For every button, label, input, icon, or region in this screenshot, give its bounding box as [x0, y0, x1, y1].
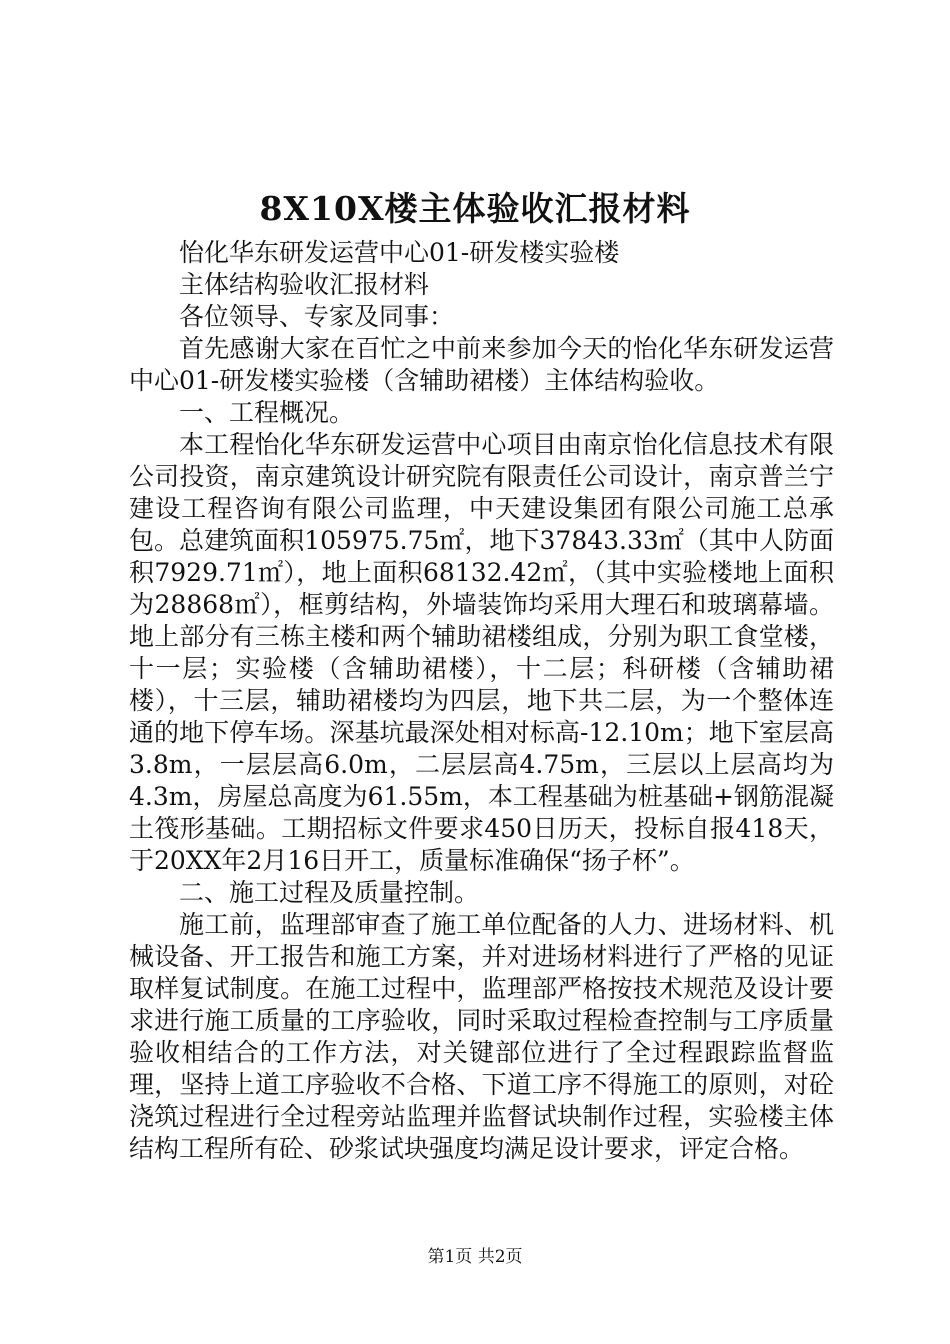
opening-paragraph: 首先感谢大家在百忙之中前来参加今天的怡化华东研发运营中心01-研发楼实验楼（含辅助裙楼）主体结构验收。 — [129, 334, 834, 395]
document-body — [129, 237, 834, 1165]
overview-paragraph: 本工程怡化华东研发运营中心项目由南京怡化信息技术有限公司投资，南京建筑设计研究院有限责任公司设计，南京普兰宁建设工程咨询有限公司监理，中天建设集团有限公司施工总承包。总建筑面积105975.75㎡，地下37843.33㎡（其中人防面积7929.71㎡），地上面积68132.42㎡，（其中实验楼地上面积为28868㎡），框剪结构，外墙装饰均采用大理石和玻璃幕墙。地上部分有三栋主楼和两个辅助裙楼组成，分别为职工食堂楼，十一层；实验楼（含辅助裙楼），十二层；科研楼（含辅助裙楼），十三层，辅助裙楼均为四层，地下共二层，为一个整体连通的地下停车场。深基坑最深处相对标高-12.10m；地下室层高3.8m，一层层高6.0m，二层层高4.75m，三层以上层高均为4.3m，房屋总高度为61.55m，本工程基础为桩基础+钢筋混凝土筏形基础。工期招标文件要求450日历天，投标自报418天，于20XX年2月16日开工，质量标准确保“扬子杯”。 — [129, 430, 834, 875]
section-heading-quality-control: 二、施工过程及质量控制。 — [179, 878, 480, 907]
report-subtitle-line: 主体结构验收汇报材料 — [179, 270, 430, 299]
salutation-line: 各位领导、专家及同事： — [179, 302, 455, 331]
quality-control-paragraph: 施工前，监理部审查了施工单位配备的人力、进场材料、机械设备、开工报告和施工方案，并对进场材料进行了严格的见证取样复试制度。在施工过程中，监理部严格按技术规范及设计要求进行施工质量的工序验收，同时采取过程检查控制与工序质量验收相结合的工作方法，对关键部位进行了全过程跟踪监督监理，坚持上道工序验收不合格、下道工序不得施工的原则，对砼浇筑过程进行全过程旁站监理并监督试块制作过程，实验楼主体结构工程所有砼、砂浆试块强度均满足设计要求，评定合格。 — [129, 910, 834, 1163]
section-heading-overview: 一、工程概况。 — [179, 398, 355, 427]
document-title: 8X10X楼主体验收汇报材料 — [259, 189, 691, 228]
page-number-footer: 第1页 共2页 — [427, 1247, 523, 1267]
project-name-line: 怡化华东研发运营中心01-研发楼实验楼 — [179, 238, 620, 267]
